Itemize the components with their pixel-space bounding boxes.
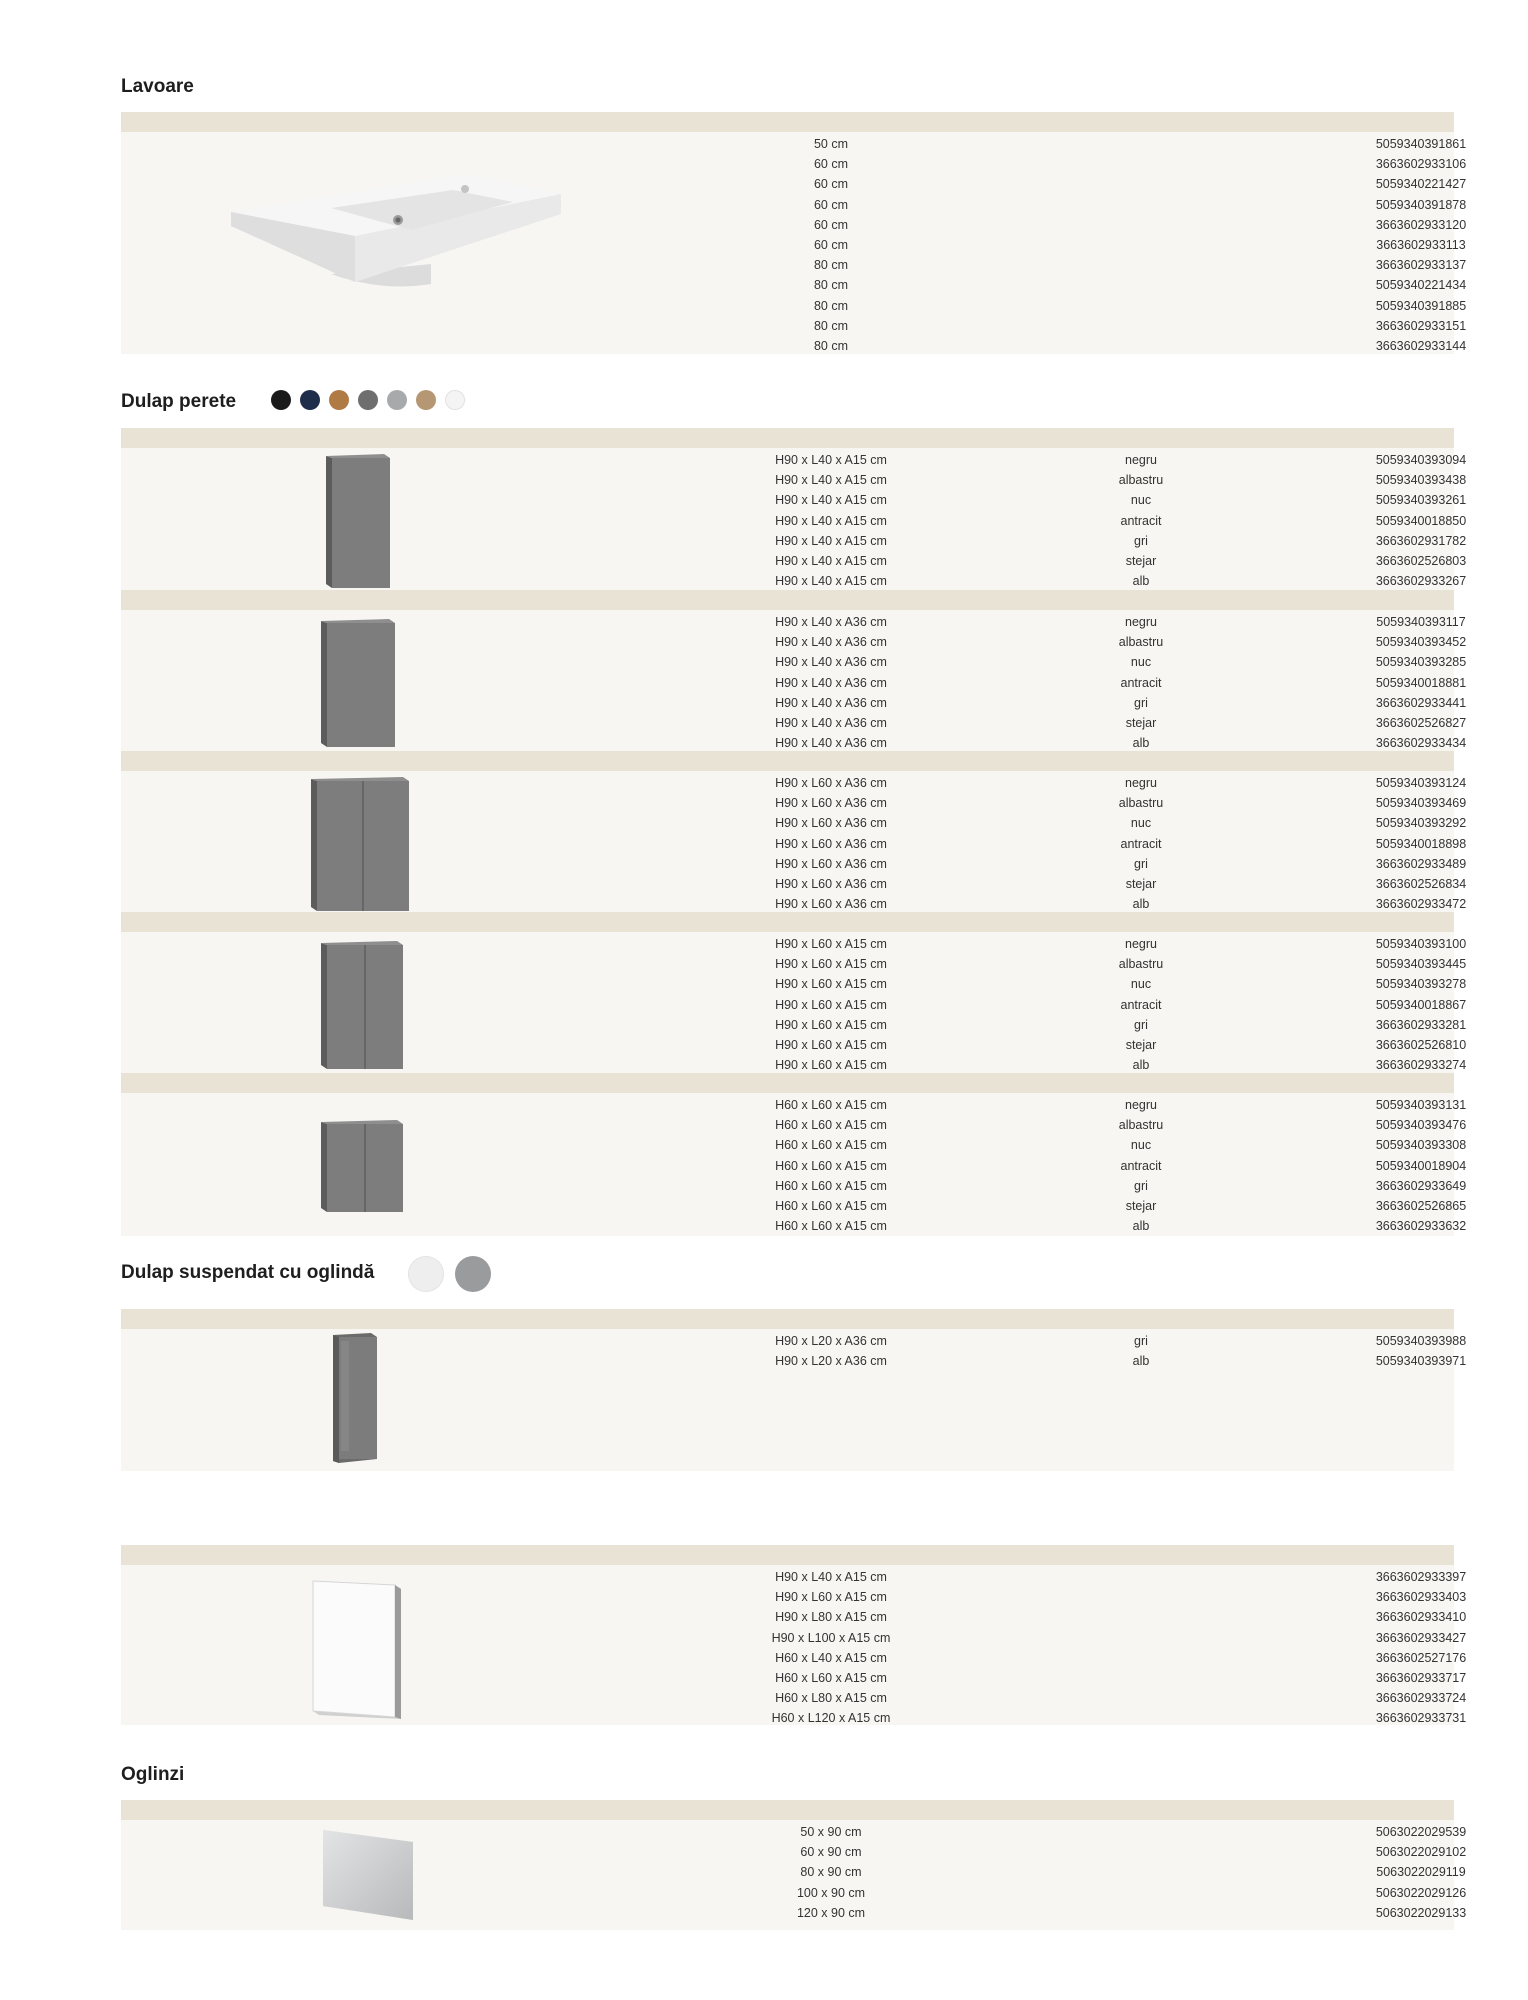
table-row [121, 1842, 1467, 1862]
color-cell: gri [1134, 856, 1148, 871]
size-cell: 100 x 90 cm [796, 1885, 866, 1900]
ean-code-cell: 5059340393124 [1375, 776, 1467, 790]
table-header-band [121, 428, 1454, 448]
color-swatch[interactable] [455, 1256, 491, 1292]
size-cell: H60 x L120 x A15 cm [771, 1711, 891, 1726]
color-cell: albastru [1118, 635, 1164, 650]
ean-code-cell: 5063022029119 [1376, 1865, 1466, 1880]
color-cell: nuc [1130, 655, 1152, 670]
table-row [121, 490, 1467, 510]
size-cell: H90 x L40 x A36 cm [775, 695, 887, 710]
size-cell: H90 x L60 x A15 cm [775, 1058, 887, 1073]
table-row [121, 1196, 1467, 1216]
color-swatch[interactable] [300, 390, 320, 410]
table-row [121, 673, 1467, 693]
ean-code-cell: 3663602933113 [1376, 238, 1466, 252]
ean-code-cell: 5063022029102 [1375, 1845, 1467, 1860]
size-cell: H90 x L60 x A36 cm [775, 796, 887, 811]
size-cell: 50 cm [813, 137, 849, 151]
color-cell: albastru [1118, 957, 1164, 972]
table-row [121, 470, 1467, 490]
ean-code-cell: 3663602933724 [1375, 1691, 1467, 1706]
size-cell: 60 cm [813, 157, 849, 172]
size-cell: H60 x L40 x A15 cm [775, 1650, 887, 1665]
table-header-band [121, 1800, 1454, 1820]
table-header-band [121, 1545, 1454, 1565]
table-row [121, 1628, 1467, 1648]
size-cell: H90 x L40 x A15 cm [775, 574, 887, 589]
ean-code-cell: 5059340393445 [1375, 957, 1467, 972]
section-title-oglinzi: Oglinzi [121, 1764, 185, 1785]
ean-code-cell: 5059340018881 [1375, 675, 1467, 690]
table-row [121, 215, 1467, 235]
table-row [121, 1903, 1467, 1923]
size-cell: H90 x L60 x A36 cm [775, 776, 887, 790]
color-cell: antracit [1120, 1158, 1162, 1173]
table-row [121, 974, 1467, 994]
ean-code-cell: 3663602933281 [1375, 1017, 1467, 1032]
table-row [121, 1216, 1467, 1236]
table-row [121, 834, 1467, 854]
size-cell: 60 x 90 cm [800, 1845, 862, 1860]
color-cell: gri [1134, 1017, 1148, 1032]
table-row [121, 1015, 1467, 1035]
size-cell: H90 x L40 x A36 cm [775, 716, 887, 730]
ean-code-cell: 3663602931782 [1375, 533, 1467, 548]
ean-code-cell: 5059340221427 [1375, 177, 1467, 192]
ean-code-cell: 5059340393971 [1375, 1354, 1467, 1369]
ean-code-cell: 3663602933649 [1375, 1178, 1467, 1193]
table-row [121, 1688, 1467, 1708]
color-cell: albastru [1118, 796, 1164, 811]
color-cell: gri [1134, 533, 1148, 548]
color-swatches [271, 390, 471, 410]
table-row [121, 1135, 1467, 1155]
table-row [121, 195, 1467, 215]
size-cell: H90 x L40 x A15 cm [775, 1570, 887, 1584]
size-cell: 80 cm [813, 318, 849, 333]
ean-code-cell: 3663602526810 [1375, 1038, 1467, 1052]
color-cell: alb [1132, 736, 1150, 751]
color-cell: gri [1134, 1334, 1148, 1348]
size-cell: H90 x L60 x A15 cm [775, 997, 887, 1012]
table-row [121, 693, 1467, 713]
size-cell: 50 x 90 cm [800, 1825, 862, 1839]
color-cell: nuc [1130, 816, 1152, 831]
color-cell: stejar [1125, 877, 1157, 891]
ean-code-cell: 5059340393278 [1375, 977, 1467, 992]
table-header-band [121, 912, 1454, 932]
table-row [121, 235, 1466, 255]
size-cell: H90 x L40 x A36 cm [775, 635, 887, 650]
ean-code-cell: 5059340393452 [1375, 635, 1467, 650]
color-swatch[interactable] [445, 390, 465, 410]
size-cell: 120 x 90 cm [796, 1905, 866, 1920]
color-cell: stejar [1125, 1038, 1157, 1052]
color-swatch[interactable] [416, 390, 436, 410]
table-row [121, 154, 1467, 174]
table-row [121, 1115, 1467, 1135]
ean-code-cell: 5059340018898 [1375, 836, 1467, 851]
color-cell: alb [1132, 1219, 1150, 1234]
size-cell: H90 x L40 x A36 cm [775, 675, 887, 690]
ean-code-cell: 3663602933427 [1375, 1630, 1467, 1645]
color-cell: antracit [1120, 675, 1162, 690]
size-cell: H90 x L60 x A36 cm [775, 877, 887, 891]
table-row [121, 450, 1467, 470]
dulap-suspendat-table [121, 1329, 1467, 1471]
ean-code-cell: 5059340393438 [1375, 473, 1467, 488]
table-row [121, 995, 1467, 1015]
size-cell: H90 x L40 x A15 cm [775, 554, 887, 568]
size-cell: 80 cm [813, 258, 849, 273]
ean-code-cell: 3663602526865 [1375, 1199, 1467, 1213]
size-cell: H90 x L60 x A15 cm [775, 1590, 887, 1605]
ean-code-cell: 5059340221434 [1375, 278, 1467, 293]
table-header-band [121, 112, 1454, 132]
color-cell: albastru [1118, 473, 1164, 488]
size-cell: 80 cm [813, 298, 849, 313]
ean-code-cell: 3663602933489 [1375, 856, 1467, 871]
size-cell: 80 cm [813, 278, 849, 293]
table-row [121, 1351, 1467, 1371]
ean-code-cell: 5063022029133 [1375, 1905, 1467, 1920]
table-row [121, 1567, 1467, 1587]
color-cell: antracit [1120, 997, 1162, 1012]
table-row [121, 793, 1467, 813]
table-header-band [121, 1309, 1454, 1329]
table-row [121, 1587, 1467, 1607]
size-cell: 60 cm [813, 177, 849, 192]
size-cell: H60 x L80 x A15 cm [775, 1691, 887, 1706]
table-row [121, 1176, 1467, 1196]
table-row [121, 652, 1467, 672]
ean-code-cell: 5059340393476 [1375, 1118, 1467, 1133]
size-cell: H90 x L40 x A15 cm [775, 453, 887, 467]
table-header-band [121, 1073, 1454, 1093]
ean-code-cell: 5059340393469 [1375, 796, 1467, 811]
table-row [121, 531, 1467, 551]
size-cell: H60 x L60 x A15 cm [775, 1098, 887, 1112]
ean-code-cell: 5059340393094 [1375, 453, 1467, 467]
size-cell: H90 x L60 x A15 cm [775, 937, 887, 951]
table-row [121, 255, 1467, 275]
size-cell: H90 x L60 x A15 cm [775, 1017, 887, 1032]
table-row [121, 1862, 1466, 1882]
color-cell: negru [1125, 776, 1157, 790]
size-cell: H90 x L40 x A15 cm [775, 493, 887, 508]
ean-code-cell: 3663602933397 [1375, 1570, 1467, 1584]
color-cell: negru [1125, 1098, 1157, 1112]
table-header-band [121, 590, 1454, 610]
ean-code-cell: 3663602527176 [1375, 1650, 1467, 1665]
table-row [121, 1331, 1467, 1351]
ean-code-cell: 3663602933151 [1375, 318, 1467, 333]
cabinet-group [121, 932, 1467, 1075]
ean-code-cell: 3663602933717 [1375, 1671, 1467, 1685]
table-row [121, 316, 1467, 336]
color-cell: negru [1125, 937, 1157, 951]
size-cell: 60 cm [813, 217, 849, 232]
color-swatches-suspendat [408, 1256, 508, 1292]
size-cell: H90 x L60 x A15 cm [775, 957, 887, 972]
ean-code-cell: 3663602933137 [1375, 258, 1467, 273]
ean-code-cell: 5059340393292 [1375, 816, 1467, 831]
ean-code-cell: 3663602933120 [1375, 217, 1467, 232]
size-cell: H60 x L60 x A15 cm [775, 1671, 887, 1685]
size-cell: H60 x L60 x A15 cm [775, 1138, 887, 1153]
size-cell: 80 x 90 cm [800, 1865, 862, 1880]
size-cell: H90 x L40 x A36 cm [775, 655, 887, 670]
size-cell: H90 x L40 x A36 cm [775, 615, 887, 629]
color-swatch[interactable] [271, 390, 291, 410]
ean-code-cell: 3663602933106 [1375, 157, 1467, 172]
oglinzi-table [121, 1820, 1467, 1930]
ean-code-cell: 5059340018850 [1375, 513, 1467, 528]
table-row [121, 612, 1466, 632]
color-cell: nuc [1130, 977, 1152, 992]
table-row [121, 174, 1467, 194]
size-cell: H90 x L20 x A36 cm [775, 1334, 887, 1348]
table-row [121, 1607, 1467, 1627]
table-row [121, 1095, 1467, 1115]
section-title-dulap-suspendat: Dulap suspendat cu oglindă [121, 1262, 375, 1283]
color-cell: antracit [1120, 513, 1162, 528]
ean-code-cell: 3663602933403 [1375, 1590, 1467, 1605]
size-cell: H90 x L40 x A15 cm [775, 533, 887, 548]
ean-code-cell: 5059340393988 [1375, 1334, 1467, 1348]
table-row [121, 1668, 1467, 1688]
table-row [121, 934, 1467, 954]
color-swatch[interactable] [408, 1256, 444, 1292]
section-title-dulap-perete: Dulap perete [121, 391, 237, 412]
size-cell: H90 x L60 x A15 cm [775, 977, 887, 992]
table-row [121, 1156, 1467, 1176]
dulap-oglinda-table [121, 1565, 1467, 1726]
table-row [121, 1822, 1467, 1842]
table-row [121, 511, 1467, 531]
size-cell: 80 cm [813, 339, 849, 353]
color-cell: stejar [1125, 716, 1157, 730]
lavoare-table [121, 132, 1467, 354]
color-cell: albastru [1118, 1118, 1164, 1133]
color-cell: nuc [1130, 1138, 1152, 1153]
size-cell: H60 x L60 x A15 cm [775, 1219, 887, 1234]
table-row [121, 874, 1467, 894]
table-row [121, 954, 1467, 974]
table-row [121, 1648, 1467, 1668]
table-row [121, 713, 1467, 733]
size-cell: H90 x L20 x A36 cm [775, 1354, 887, 1369]
ean-code-cell: 5059340391861 [1375, 137, 1467, 151]
table-row [121, 632, 1467, 652]
size-cell: H60 x L60 x A15 cm [775, 1199, 887, 1213]
ean-code-cell: 5059340393285 [1375, 655, 1467, 670]
ean-code-cell: 5059340393100 [1375, 937, 1467, 951]
cabinet-group [121, 771, 1467, 914]
ean-code-cell: 3663602933472 [1375, 897, 1467, 912]
size-cell: H90 x L40 x A15 cm [775, 513, 887, 528]
table-row [121, 134, 1467, 154]
ean-code-cell: 5059340393308 [1375, 1138, 1467, 1153]
ean-code-cell: 3663602526803 [1375, 554, 1467, 568]
size-cell: H90 x L40 x A36 cm [775, 736, 887, 751]
color-cell: negru [1125, 615, 1157, 629]
color-cell: stejar [1125, 554, 1157, 568]
cabinet-group [121, 1093, 1467, 1236]
color-cell: negru [1125, 453, 1157, 467]
size-cell: H90 x L60 x A36 cm [775, 897, 887, 912]
table-row [121, 813, 1467, 833]
size-cell: H60 x L60 x A15 cm [775, 1118, 887, 1133]
table-row [121, 1035, 1467, 1055]
size-cell: 60 cm [813, 197, 849, 212]
table-row [121, 336, 1467, 356]
ean-code-cell: 5059340391885 [1375, 298, 1467, 313]
table-header-band [121, 751, 1454, 771]
ean-code-cell: 3663602933267 [1375, 574, 1467, 589]
size-cell: H90 x L60 x A36 cm [775, 856, 887, 871]
table-row [121, 551, 1467, 571]
size-cell: H90 x L60 x A36 cm [775, 836, 887, 851]
size-cell: 60 cm [813, 238, 849, 252]
size-cell: H60 x L60 x A15 cm [775, 1178, 887, 1193]
ean-code-cell: 3663602933274 [1375, 1058, 1467, 1073]
color-cell: gri [1134, 1178, 1148, 1193]
color-cell: alb [1132, 1354, 1150, 1369]
cabinet-group [121, 448, 1467, 591]
ean-code-cell: 5059340018904 [1375, 1158, 1467, 1173]
table-row [121, 296, 1467, 316]
table-row [121, 773, 1467, 793]
color-cell: alb [1132, 574, 1150, 589]
table-row [121, 275, 1467, 295]
section-title-lavoare: Lavoare [121, 76, 194, 97]
color-cell: gri [1134, 695, 1148, 710]
ean-code-cell: 5059340393131 [1375, 1098, 1467, 1112]
table-row [121, 854, 1467, 874]
size-cell: H90 x L60 x A15 cm [775, 1038, 887, 1052]
table-row [121, 1883, 1467, 1903]
ean-code-cell: 3663602933144 [1375, 339, 1467, 353]
size-cell: H90 x L80 x A15 cm [775, 1610, 887, 1625]
ean-code-cell: 3663602933441 [1375, 695, 1467, 710]
ean-code-cell: 3663602933434 [1375, 736, 1467, 751]
color-swatch[interactable] [387, 390, 407, 410]
ean-code-cell: 5059340393117 [1376, 615, 1466, 629]
color-cell: stejar [1125, 1199, 1157, 1213]
size-cell: H60 x L60 x A15 cm [775, 1158, 887, 1173]
color-swatch[interactable] [358, 390, 378, 410]
ean-code-cell: 5059340018867 [1375, 997, 1467, 1012]
cabinet-group [121, 610, 1467, 753]
size-cell: H90 x L60 x A36 cm [775, 816, 887, 831]
ean-code-cell: 3663602933410 [1375, 1610, 1467, 1625]
table-row [121, 571, 1467, 591]
color-cell: alb [1132, 897, 1150, 912]
ean-code-cell: 5059340393261 [1375, 493, 1467, 508]
ean-code-cell: 5059340391878 [1375, 197, 1467, 212]
ean-code-cell: 5063022029126 [1375, 1885, 1467, 1900]
color-cell: alb [1132, 1058, 1150, 1073]
ean-code-cell: 3663602526834 [1375, 877, 1467, 891]
color-swatch[interactable] [329, 390, 349, 410]
ean-code-cell: 3663602526827 [1375, 716, 1467, 730]
ean-code-cell: 3663602933632 [1375, 1219, 1467, 1234]
size-cell: H90 x L100 x A15 cm [771, 1630, 891, 1645]
color-cell: nuc [1130, 493, 1152, 508]
size-cell: H90 x L40 x A15 cm [775, 473, 887, 488]
ean-code-cell: 3663602933731 [1375, 1711, 1467, 1726]
ean-code-cell: 5063022029539 [1375, 1825, 1467, 1839]
color-cell: antracit [1120, 836, 1162, 851]
table-row [121, 1708, 1467, 1728]
